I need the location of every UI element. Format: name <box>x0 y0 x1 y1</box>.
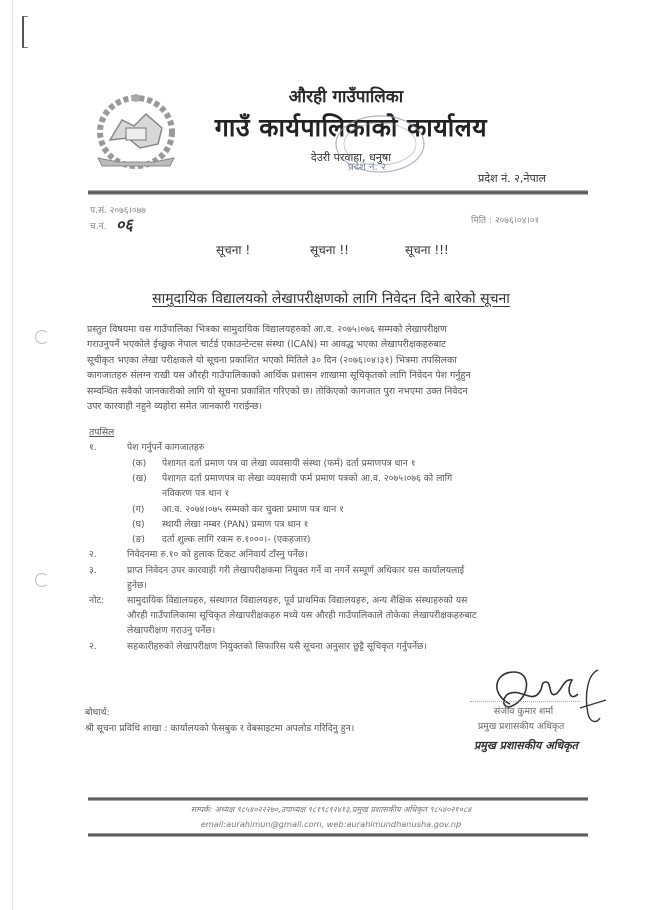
seal-province-text: प्रदेश नं. २ <box>348 162 387 173</box>
item-num: ३. <box>89 565 97 576</box>
item-text: पेश गर्नुपर्ने कागजातहरु <box>127 442 205 453</box>
item-num: (क) <box>132 458 147 469</box>
footer-rule-top <box>88 797 588 801</box>
item-text: पेशागत दर्ता प्रमाण पत्र वा लेखा व्यवसायी संस्था (फर्म) दर्ता प्रमाणपत्र थान १ <box>162 458 416 469</box>
ps-number: प.सं. २०७६।०७७ <box>90 206 146 216</box>
office-name: गाउँ कार्यपालिकाको कार्यालय <box>214 113 488 142</box>
cn-label: च.नं. <box>90 222 107 232</box>
notice-title <box>0 289 662 308</box>
signatory-name: संजीव कुमार शर्मा <box>494 706 554 717</box>
signature-line <box>470 701 580 702</box>
item-num: २. <box>89 641 97 652</box>
body-line: गराउनुपर्ने भएकोले ईच्छुक नेपाल चार्टर्ड एकाउन्टेन्टस संस्था (ICAN) मा आवद्ध भएका लेखापरीक्षकहरुबाट <box>87 339 446 351</box>
designation-rubber-stamp: प्रमुख प्रशासकीय अधिकृत <box>474 739 578 752</box>
office-address: देउरी परवाहा, धनुषा <box>310 151 392 164</box>
notice-heading: सूचना ! <box>216 243 251 257</box>
item-num: (ख) <box>132 473 147 484</box>
item-num: (घ) <box>132 519 145 530</box>
item-text-cont: नविकरण पत्र थान १ <box>162 488 230 499</box>
item-text: आ.व. २०७४।०७५ सम्मको कर चुक्ता प्रमाण पत्र थान १ <box>162 504 344 515</box>
body-line: उपर कारवाही नहुने व्यहोरा समेत जानकारी गराईन्छ। <box>87 401 263 413</box>
body-paragraph <box>87 322 592 414</box>
punch-hole-mark <box>35 330 49 344</box>
province-text: प्रदेश नं. २,नेपाल <box>478 172 547 185</box>
bodhartha-text: श्री सूचना प्रविधि शाखा : कार्यालयको फेसबुक र वेबसाइटमा अपलोड गरिदिनु हुन। <box>85 723 355 734</box>
note-text: सामुदायिक विद्यालयहरु, संस्थागत विद्यालयहरु, पूर्व प्राथमिक विद्यालयहरु, अन्य शैक्षिक संस्थाहरुको यस <box>127 595 468 606</box>
tapasil-heading: तपसिल <box>89 427 115 438</box>
footer-contact: सम्पर्क: अध्यक्ष ९८५४०२२२७०,उपाध्यक्ष ९८१९८१२४१३,प्रमुख प्रशासकीय अधिकृत ९८५४०२१०८४ <box>190 805 472 814</box>
body-line: प्रस्तुत विषयमा यस गाउँपालिका भित्रका सामुदायिक विद्यालयहरुको आ.व. २०७५।०७६ सम्मको लेखापरीक्षण <box>87 324 447 335</box>
scan-bracket-mark <box>22 16 28 48</box>
note-label: नोट: <box>89 595 105 606</box>
signatory-designation: प्रमुख प्रशासकीय अधिकृत <box>478 721 565 732</box>
item-text: सहकारीहरुको लेखापरीक्षण नियुक्तको सिफारिस यसै सूचना अनुसार छुट्टै सूचिकृत गर्नुपर्नेछ। <box>127 641 427 652</box>
item-text: पेशागत दर्ता प्रमाणपत्र वा लेखा व्यवसायी फर्म प्रमाण पत्रको आ.व. २०७५।०७६ को लागि <box>162 473 453 484</box>
item-text-cont: हुनेछ। <box>127 580 147 591</box>
item-text: स्थायी लेखा नम्बर (PAN) प्रमाण पत्र थान १ <box>162 519 309 530</box>
note-text-cont: औरही गाउँपालिकामा सूचिकृत लेखापरीक्षकहरु मध्ये यस औरही गाउँपालिकाले तोकेका लेखापरीक्षकहरुबाट <box>127 610 477 621</box>
punch-hole-mark <box>35 573 49 587</box>
item-num: (ग) <box>132 504 145 515</box>
note-text-cont: लेखापरीक्षण गराउनु पर्नेछ। <box>127 625 216 636</box>
header-rule <box>88 190 588 195</box>
office-seal-stamp <box>318 112 436 174</box>
item-text: दर्ता शुल्क लागि रकम रु.१०००।- (एकहजार) <box>162 534 311 545</box>
item-text: प्राप्त निवेदन उपर कारवाही गरी लेखापरीक्षकमा नियुक्त गर्ने वा नगर्ने सम्पूर्ण अधिकार यस कार्यालयलाई <box>127 565 465 576</box>
cn-handwritten: ०६ <box>116 215 133 234</box>
item-num: १. <box>89 442 97 453</box>
item-text: निवेदनमा रु.१० को हुलाक टिकट अनिवार्य टाँस्नु पर्नेछ। <box>127 549 308 560</box>
notice-heading: सूचना !!! <box>405 243 449 257</box>
letter-date: मिति : २०७६।०४।०१ <box>471 216 540 226</box>
footer-email-web: email:aurahimun@gmail.com, web:aurahimundhanusha.gov.np <box>200 819 462 829</box>
municipality-name: औरही गाउँपालिका <box>288 87 404 107</box>
item-num: २. <box>89 549 97 560</box>
body-line: सूचीकृत भएका लेखा परीक्षकले यो सूचना प्रकाशित भएको मितिले ३० दिन (२०७६।०४।३१) भित्रमा तपसिलका <box>87 354 457 366</box>
notice-heading: सूचना !! <box>310 243 349 257</box>
body-line: सम्वन्धित सवैको जानकारीको लागि यो सूचना प्रकाशित गरिएको छ। तोकिएको कागजात पुरा नभएमा उक्त निवेदन <box>87 385 468 397</box>
body-line: कागजातहरु संलग्न राखी यस औरही गाउँपालिकाको आर्थिक प्रशासन शाखामा सूचिकृतको लागि निवेदन पेश गर्नुहुन <box>87 370 471 382</box>
notice-title-text: सामुदायिक विद्यालयको लेखापरीक्षणको लागि निवेदन दिने बारेको सूचना <box>152 291 510 307</box>
item-num: (ङ) <box>132 534 146 545</box>
footer-rule-bottom <box>88 833 588 837</box>
bodhartha-heading: बोधार्थ: <box>85 707 110 718</box>
